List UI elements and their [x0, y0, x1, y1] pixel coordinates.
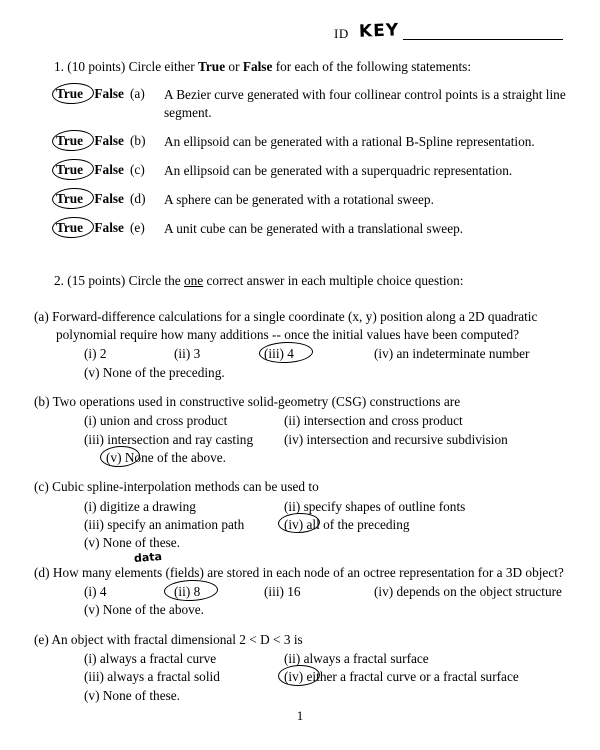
- mc-line-b-3: [84, 449, 566, 467]
- mc-option-c-i[interactable]: (i) digitize a drawing: [84, 498, 196, 514]
- tf-choices-a[interactable]: [34, 86, 130, 102]
- question-2-stem: [54, 272, 566, 290]
- mc-option-c-iii[interactable]: (iii) specify an animation path: [84, 516, 245, 532]
- mc-options-c: [84, 498, 566, 553]
- mc-line-a-1: [84, 345, 566, 363]
- mc-stem-b: [34, 393, 566, 411]
- id-underline: [403, 39, 563, 40]
- question-1-stem: [54, 58, 566, 76]
- mc-option-c-v[interactable]: (v) None of these.: [84, 535, 180, 551]
- question-1-stem-false: False: [242, 59, 273, 74]
- tf-text-a: A Bezier curve generated with four collinear control points is a straight line segment.: [164, 86, 566, 120]
- question-1-stem-pre: 1. (10 points) Circle either: [54, 59, 199, 74]
- question-2: [34, 272, 566, 705]
- tf-row-b: [34, 133, 566, 151]
- mc-text-b: Two operations used in constructive solid-geometry (CSG) constructions are: [52, 393, 461, 409]
- mc-option-a-ii[interactable]: (ii) 3: [174, 346, 201, 362]
- mc-option-b-ii[interactable]: (ii) intersection and cross product: [284, 413, 463, 429]
- mc-label-e: (e): [34, 631, 49, 647]
- mc-line-c-1: [84, 498, 566, 516]
- mc-option-a-i[interactable]: (i) 2: [84, 346, 107, 362]
- tf-row-e: [34, 220, 566, 238]
- tf-true-c[interactable]: True: [56, 161, 84, 177]
- mc-stem-e: [34, 631, 566, 649]
- mc-item-c: [34, 478, 566, 552]
- mc-text-a: Forward-difference calculations for a single coordinate (x, y) position along a 2D quadratic polynomial require how many additions -- once the initial values have been computed?: [52, 308, 538, 342]
- id-handwritten-value: KEY: [358, 20, 400, 42]
- mc-options-d: [84, 583, 566, 620]
- id-header: [334, 14, 566, 42]
- mc-option-d-i[interactable]: (i) 4: [84, 583, 107, 599]
- mc-text-c: Cubic spline-interpolation methods can be used to: [52, 479, 319, 495]
- tf-true-a[interactable]: True: [56, 85, 84, 101]
- mc-text-d: How many elements (fields) are stored in each node of an octree representation for a 3D object?: [52, 564, 564, 580]
- mc-stem-d: [34, 564, 566, 582]
- handwritten-annotation-data: data: [133, 549, 163, 565]
- mc-line-b-1: [84, 412, 566, 430]
- question-1-stem-true: True: [198, 59, 226, 74]
- tf-label-d: (d): [130, 190, 146, 206]
- tf-text-b: An ellipsoid can be generated with a rational B-Spline representation.: [164, 133, 535, 149]
- tf-text-e: A unit cube can be generated with a translational sweep.: [164, 220, 464, 236]
- mc-text-e: An object with fractal dimensional 2 < D < 3 is: [51, 631, 303, 647]
- question-1-stem-post: for each of the following statements:: [272, 59, 472, 74]
- mc-line-b-2: [84, 431, 566, 449]
- tf-false-c[interactable]: False: [94, 161, 124, 177]
- mc-option-a-iii[interactable]: [264, 345, 374, 363]
- mc-option-b-v-text: (v) None of the above.: [106, 449, 226, 465]
- question-2-stem-post: correct answer in each multiple choice question:: [203, 272, 464, 288]
- mc-options-b: [84, 412, 566, 467]
- mc-label-b: (b): [34, 393, 50, 409]
- mc-line-d-2: [84, 601, 566, 619]
- mc-item-d: [34, 549, 566, 620]
- mc-line-d-1: [84, 583, 566, 601]
- question-2-stem-underlined: one: [184, 272, 204, 288]
- tf-row-d: [34, 191, 566, 209]
- tf-label-b: (b): [130, 132, 146, 148]
- tf-choices-c[interactable]: [34, 162, 130, 178]
- mc-option-b-iv[interactable]: (iv) intersection and recursive subdivision: [284, 431, 508, 447]
- mc-option-c-iv[interactable]: [284, 516, 410, 534]
- mc-label-a: (a): [34, 308, 49, 324]
- tf-choices-b[interactable]: [34, 133, 130, 149]
- mc-option-d-v[interactable]: (v) None of the above.: [84, 602, 204, 618]
- true-false-list: [34, 86, 566, 238]
- mc-stem-a: [34, 308, 566, 345]
- tf-text-c: An ellipsoid can be generated with a superquadric representation.: [164, 162, 513, 178]
- mc-line-c-2: [84, 516, 566, 534]
- mc-option-e-v[interactable]: (v) None of these.: [84, 687, 180, 703]
- tf-true-b[interactable]: True: [56, 132, 84, 148]
- tf-label-a: (a): [130, 85, 145, 101]
- mc-stem-c: [34, 478, 566, 496]
- tf-row-a: [34, 86, 566, 122]
- id-label: ID: [334, 26, 349, 41]
- mc-option-b-iii[interactable]: (iii) intersection and ray casting: [84, 431, 254, 447]
- mc-options-a: [84, 345, 566, 382]
- mc-label-c: (c): [34, 479, 49, 495]
- tf-true-e[interactable]: True: [56, 219, 84, 235]
- mc-item-b: [34, 393, 566, 467]
- mc-line-a-2: [84, 364, 566, 382]
- tf-text-d: A sphere can be generated with a rotational sweep.: [164, 191, 434, 207]
- tf-false-d[interactable]: False: [94, 190, 124, 206]
- mc-option-d-ii[interactable]: [174, 583, 264, 601]
- mc-option-d-iii[interactable]: (iii) 16: [264, 583, 301, 599]
- mc-option-e-iv-text: (iv) either a fractal curve or a fractal surface: [284, 669, 519, 685]
- mc-line-e-2: [84, 668, 566, 686]
- mc-line-e-1: [84, 650, 566, 668]
- mc-option-e-i[interactable]: (i) always a fractal curve: [84, 651, 217, 666]
- mc-option-c-iv-text: (iv) all of the preceding: [284, 516, 410, 532]
- mc-option-b-i[interactable]: (i) union and cross product: [84, 413, 228, 429]
- tf-false-e[interactable]: False: [94, 219, 124, 235]
- mc-item-a: [34, 308, 566, 382]
- tf-true-d[interactable]: True: [56, 190, 84, 206]
- mc-option-e-iv[interactable]: [284, 668, 519, 686]
- question-1: [34, 58, 566, 238]
- mc-option-b-v[interactable]: [106, 449, 226, 467]
- tf-row-c: [34, 162, 566, 180]
- mc-option-c-ii[interactable]: (ii) specify shapes of outline fonts: [284, 498, 466, 514]
- mc-option-a-v[interactable]: (v) None of the preceding.: [84, 364, 225, 380]
- mc-item-e: [34, 631, 566, 705]
- question-2-stem-pre: 2. (15 points) Circle the: [54, 272, 184, 288]
- tf-label-c: (c): [130, 161, 145, 177]
- mc-option-d-ii-text: (ii) 8: [174, 583, 201, 599]
- tf-false-a[interactable]: False: [94, 85, 124, 101]
- tf-false-b[interactable]: False: [94, 132, 124, 148]
- question-1-stem-or: or: [225, 59, 243, 74]
- mc-option-e-iii[interactable]: (iii) always a fractal solid: [84, 669, 220, 685]
- tf-choices-e[interactable]: [34, 220, 130, 236]
- mc-option-d-iv[interactable]: (iv) depends on the object structure: [374, 583, 562, 599]
- tf-label-e: (e): [130, 219, 145, 235]
- tf-choices-d[interactable]: [34, 191, 130, 207]
- mc-option-a-iii-text: (iii) 4: [264, 346, 294, 362]
- mc-line-e-3: [84, 687, 566, 705]
- mc-option-e-ii[interactable]: (ii) always a fractal surface: [284, 651, 429, 666]
- mc-option-a-iv[interactable]: (iv) an indeterminate number: [374, 346, 530, 362]
- mc-options-e: [84, 650, 566, 705]
- page-number: 1: [296, 708, 304, 723]
- mc-label-d: (d): [34, 564, 50, 580]
